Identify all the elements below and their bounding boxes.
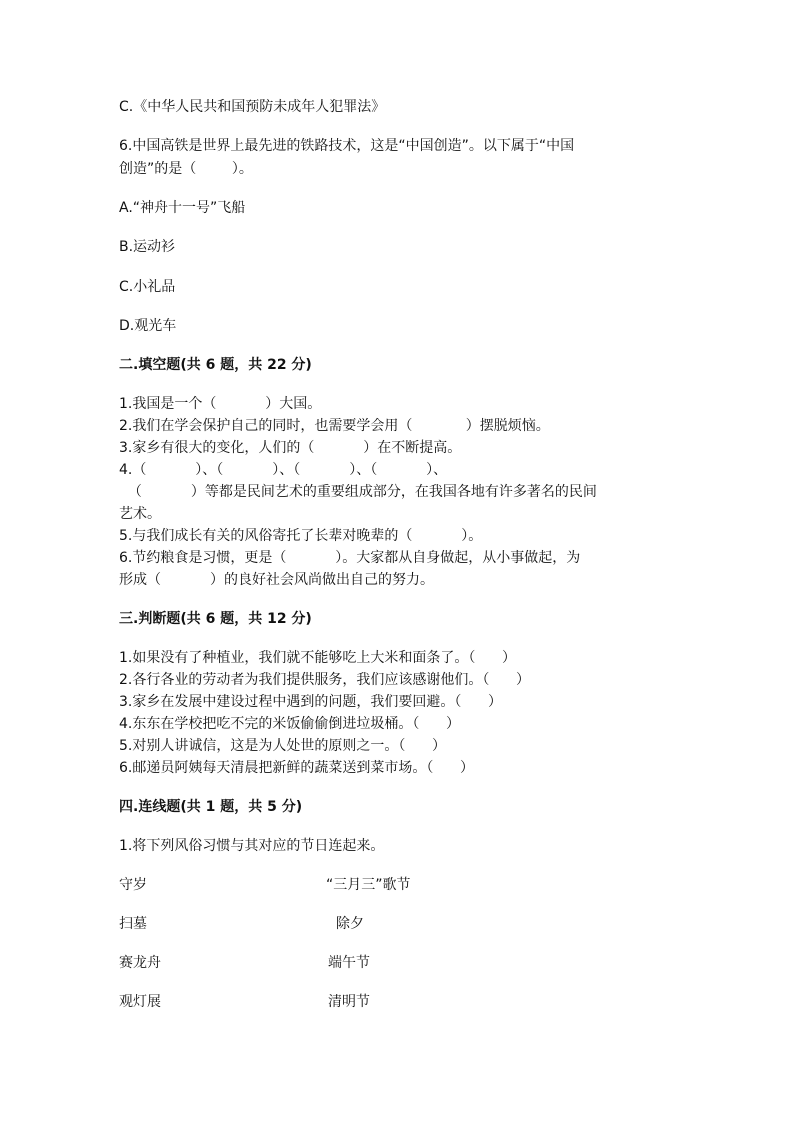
- fill-item: 2.我们在学会保护自己的同时，也需要学会用（ ）摆脱烦恼。: [119, 418, 550, 434]
- fill-item: 6.节约粮食是习惯，更是（ ）。大家都从自身做起，从小事做起，为: [119, 550, 581, 566]
- q6-option-a: A.“神舟十一号”飞船: [119, 200, 246, 216]
- match-right-item: 清明节: [328, 994, 370, 1010]
- fill-item: 4.（ ）、（ ）、（ ）、（ ）、: [119, 462, 448, 478]
- judge-item: 3.家乡在发展中建设过程中遇到的问题，我们要回避。（ ）: [119, 694, 503, 710]
- q6-option-c: C.小礼品: [119, 279, 176, 295]
- fill-item: 3.家乡有很大的变化，人们的（ ）在不断提高。: [119, 440, 462, 456]
- q6-option-b: B.运动衫: [119, 239, 176, 255]
- fill-item: （ ）等都是民间艺术的重要组成部分，在我国各地有许多著名的民间: [119, 484, 597, 500]
- fill-item: 1.我国是一个（ ）大国。: [119, 396, 322, 412]
- section-4-title: 四.连线题(共 1 题，共 5 分): [119, 799, 303, 815]
- judge-item: 4.东东在学校把吃不完的米饭偷偷倒进垃圾桶。（ ）: [119, 716, 461, 732]
- question-6-line2: 创造”的是（ ）。: [119, 161, 253, 177]
- match-left-item: 观灯展: [119, 994, 161, 1010]
- section-3-title: 三.判断题(共 6 题，共 12 分): [119, 611, 312, 627]
- section-2-title: 二.填空题(共 6 题，共 22 分): [119, 357, 312, 373]
- match-left-item: 扫墓: [119, 916, 147, 932]
- match-right-item: 除夕: [336, 916, 364, 932]
- judge-item: 5.对别人讲诚信，这是为人处世的原则之一。（ ）: [119, 738, 447, 754]
- judge-item: 6.邮递员阿姨每天清晨把新鲜的蔬菜送到菜市场。（ ）: [119, 760, 475, 776]
- matching-question: 1.将下列风俗习惯与其对应的节日连起来。: [119, 838, 385, 854]
- fill-item: 5.与我们成长有关的风俗寄托了长辈对晚辈的（ ）。: [119, 528, 483, 544]
- q6-option-d: D.观光车: [119, 318, 177, 334]
- fill-item: 形成（ ）的良好社会风尚做出自己的努力。: [119, 572, 434, 588]
- match-right-item: “三月三”歌节: [326, 877, 411, 893]
- judge-item: 1.如果没有了种植业，我们就不能够吃上大米和面条了。（ ）: [119, 650, 517, 666]
- fill-item: 艺术。: [119, 506, 161, 522]
- match-left-item: 赛龙舟: [119, 955, 161, 971]
- question-6-line1: 6.中国高铁是世界上最先进的铁路技术，这是“中国创造”。以下属于“中国: [119, 138, 575, 154]
- option-c-law: C.《中华人民共和国预防未成年人犯罪法》: [119, 99, 386, 115]
- judge-item: 2.各行各业的劳动者为我们提供服务，我们应该感谢他们。（ ）: [119, 672, 531, 688]
- match-right-item: 端午节: [328, 955, 370, 971]
- match-left-item: 守岁: [119, 877, 147, 893]
